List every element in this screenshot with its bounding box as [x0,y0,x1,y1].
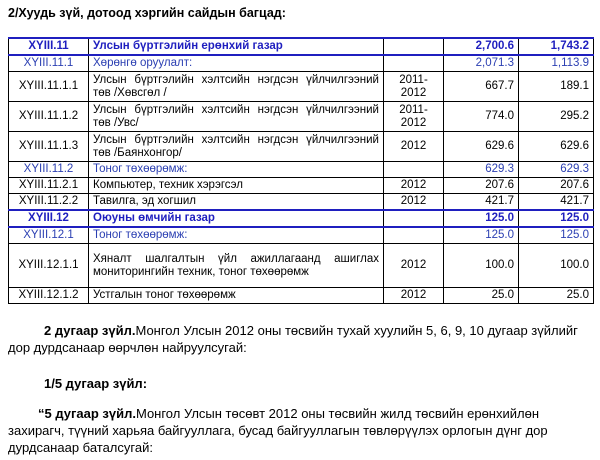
row-value-1: 125.0 [444,210,519,227]
article-2-text: Монгол Улсын 2012 оны төсвийн тухай хуулийн 5, 6, 9, 10 дугаар зүйлийг дор дурдсанаар өөрчлөн найруулсугай: [8,323,578,355]
row-value-1: 207.6 [444,178,519,194]
row-value-1: 25.0 [444,288,519,304]
row-value-1: 2,071.3 [444,55,519,72]
row-description: Компьютер, техник хэрэгсэл [89,178,384,194]
row-code: XYIII.11.1.2 [9,102,89,132]
row-code: XYIII.11.2.1 [9,178,89,194]
paragraph-article-2 [8,322,593,356]
row-value-2: 629.6 [519,132,594,162]
row-description: Тавилга, эд хогшил [89,194,384,211]
row-year: 2011-2012 [384,102,444,132]
row-value-1: 629.6 [444,132,519,162]
row-value-2: 189.1 [519,72,594,102]
section-heading: 2/Хуудь зүй, дотоод хэргийн сайдын багцад: [8,6,286,20]
paragraph-article-5 [8,405,593,456]
table-row [9,102,594,132]
article-5-text: Монгол Улсын төсөвт 2012 оны төсвийн жилд төсвийн ерөнхийлөн захирагч, түүний харьяа байгууллага, бусад байгууллагын төвлөрүүлэх орлогын дүнг дор дурдсанаар баталсугай: [8,406,548,455]
row-description: Хяналт шалгалтын үйл ажиллагаанд ашиглах мониторингийн техник, тоног төхөөрөмж [89,244,384,288]
row-description: Улсын бүртгэлийн хэлтсийн нэгдсэн үйлчилгээний төв /Увс/ [89,102,384,132]
article-5-lead: “5 дугаар зүйл. [38,406,136,421]
row-value-2: 295.2 [519,102,594,132]
row-value-2: 1,113.9 [519,55,594,72]
table-row [9,72,594,102]
row-description: Улсын бүртгэлийн хэлтсийн нэгдсэн үйлчилгээний төв /Баянхонгор/ [89,132,384,162]
row-description: Устгалын тоног төхөөрөмж [89,288,384,304]
table-row [9,38,594,55]
table-row [9,178,594,194]
row-code: XYIII.12.1.2 [9,288,89,304]
row-year: 2012 [384,132,444,162]
row-value-2: 421.7 [519,194,594,211]
table-row [9,288,594,304]
row-year: 2012 [384,288,444,304]
row-year [384,55,444,72]
row-description: Улсын бүртгэлийн хэлтсийн нэгдсэн үйлчилгээний төв /Хөвсгөл / [89,72,384,102]
row-year: 2011-2012 [384,72,444,102]
row-value-2: 1,743.2 [519,38,594,55]
budget-table [8,37,594,304]
row-code: XYIII.11.1 [9,55,89,72]
row-code: XYIII.11.2 [9,162,89,178]
article-2-lead: 2 дугаар зүйл. [44,323,136,338]
paragraph-item-1-5: 1/5 дугаар зүйл: [44,376,148,391]
row-value-2: 25.0 [519,288,594,304]
row-code: XYIII.12.1 [9,227,89,244]
table-row [9,244,594,288]
row-value-2: 125.0 [519,227,594,244]
row-code: XYIII.12.1.1 [9,244,89,288]
row-value-1: 125.0 [444,227,519,244]
row-code: XYIII.11.1.1 [9,72,89,102]
row-year: 2012 [384,244,444,288]
row-year [384,38,444,55]
row-code: XYIII.11.2.2 [9,194,89,211]
row-year [384,162,444,178]
row-value-1: 2,700.6 [444,38,519,55]
row-code: XYIII.11.1.3 [9,132,89,162]
row-value-2: 629.3 [519,162,594,178]
row-description: Улсын бүртгэлийн ерөнхий газар [89,38,384,55]
row-code: XYIII.12 [9,210,89,227]
table-row [9,55,594,72]
row-year: 2012 [384,194,444,211]
row-value-1: 421.7 [444,194,519,211]
row-value-2: 125.0 [519,210,594,227]
row-year [384,210,444,227]
row-value-1: 774.0 [444,102,519,132]
row-value-1: 667.7 [444,72,519,102]
row-description: Хөрөнгө оруулалт: [89,55,384,72]
row-value-1: 100.0 [444,244,519,288]
row-description: Тоног төхөөрөмж: [89,227,384,244]
row-year [384,227,444,244]
row-value-1: 629.3 [444,162,519,178]
row-description: Оюуны өмчийн газар [89,210,384,227]
row-description: Тоног төхөөрөмж: [89,162,384,178]
row-code: XYIII.11 [9,38,89,55]
row-value-2: 207.6 [519,178,594,194]
table-row [9,210,594,227]
table-row [9,227,594,244]
table-row [9,162,594,178]
row-value-2: 100.0 [519,244,594,288]
row-year: 2012 [384,178,444,194]
table-row [9,194,594,211]
table-row [9,132,594,162]
